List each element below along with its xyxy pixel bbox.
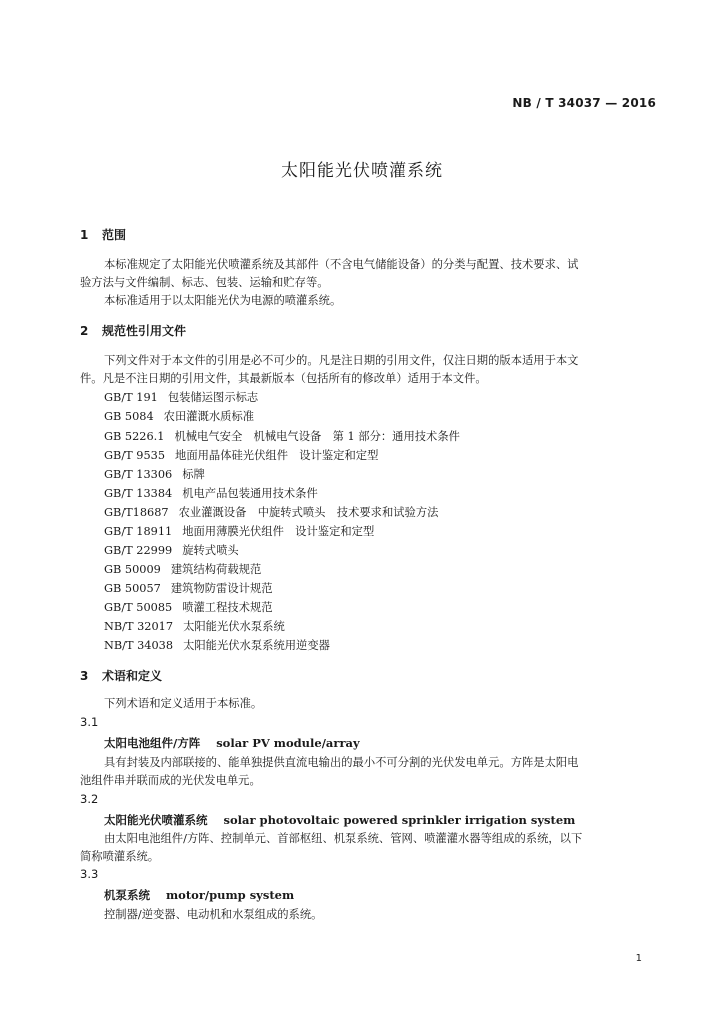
- reference-title: 地面用晶体硅光伏组件 设计鉴定和定型: [175, 449, 379, 462]
- reference-title: 农田灌溉水质标准: [163, 410, 255, 423]
- page-number: 1: [635, 953, 642, 964]
- reference-item: [104, 389, 258, 405]
- clause-number: 3.2: [80, 792, 99, 806]
- paragraph-line: 下列文件对于本文件的引用是必不可少的。凡是注日期的引用文件，仅注日期的版本适用于本文: [104, 354, 579, 367]
- reference-code: GB/T 13306: [104, 468, 173, 481]
- reference-code: NB/T 34038: [104, 639, 174, 652]
- reference-code: GB 50009: [104, 563, 161, 576]
- reference-title: 建筑物防雷设计规范: [170, 582, 273, 595]
- reference-item: [104, 428, 460, 444]
- term-heading: [104, 887, 294, 903]
- definition-line: 具有封装及内部联接的、能单独提供直流电输出的最小不可分割的光伏发电单元。方阵是太阳电: [104, 756, 579, 769]
- clause-number: 3.3: [80, 867, 99, 881]
- reference-title: 机电产品包装通用技术条件: [182, 487, 318, 500]
- paragraph-line: 验方法与文件编制、标志、包装、运输和贮存等。: [80, 276, 329, 289]
- section-title: 规范性引用文件: [102, 324, 187, 338]
- reference-item: [104, 408, 254, 424]
- term-zh: 太阳电池组件/方阵: [104, 736, 201, 750]
- term-en: motor/pump system: [166, 888, 295, 902]
- reference-title: 建筑结构荷载规范: [170, 563, 262, 576]
- reference-item: [104, 504, 438, 520]
- definition-line: 简称喷灌系统。: [80, 850, 160, 863]
- section-title: 术语和定义: [102, 669, 163, 683]
- reference-title: 标牌: [182, 468, 205, 481]
- section-1-heading: [80, 226, 126, 243]
- section-title: 范围: [102, 228, 127, 242]
- paragraph-line: 本标准规定了太阳能光伏喷灌系统及其部件（不含电气储能设备）的分类与配置、技术要求、试: [104, 258, 579, 271]
- reference-item: [104, 485, 318, 501]
- section-2-heading: [80, 322, 186, 339]
- reference-item: [104, 447, 378, 463]
- reference-title: 农业灌溉设备 中旋转式喷头 技术要求和试验方法: [178, 506, 439, 519]
- reference-item: [104, 637, 330, 653]
- reference-title: 太阳能光伏水泵系统用逆变器: [183, 639, 330, 652]
- reference-code: NB/T 32017: [104, 620, 174, 633]
- paragraph-line: 下列术语和定义适用于本标准。: [104, 697, 263, 710]
- term-en: solar photovoltaic powered sprinkler irrigation system: [223, 813, 576, 827]
- reference-title: 机械电气安全 机械电气设备 第 1 部分：通用技术条件: [174, 430, 460, 443]
- reference-code: GB 5226.1: [104, 430, 165, 443]
- reference-code: GB 5084: [104, 410, 154, 423]
- definition-line: 池组件串并联而成的光伏发电单元。: [80, 774, 261, 787]
- paragraph-line: 件。凡是不注日期的引用文件，其最新版本（包括所有的修改单）适用于本文件。: [80, 372, 487, 385]
- term-heading: [104, 735, 360, 751]
- document-title: 太阳能光伏喷灌系统: [281, 161, 443, 181]
- standard-code: NB / T 34037 — 2016: [512, 96, 656, 110]
- reference-title: 包装储运图示标志: [167, 391, 259, 404]
- term-heading: [104, 812, 575, 828]
- section-number: 1: [80, 228, 89, 242]
- clause-number: 3.1: [80, 715, 99, 729]
- reference-title: 旋转式喷头: [182, 544, 239, 557]
- term-en: solar PV module/array: [216, 736, 360, 750]
- reference-code: GB/T 50085: [104, 601, 173, 614]
- reference-code: GB/T18687: [104, 506, 169, 519]
- section-3-heading: [80, 667, 162, 684]
- reference-item: [104, 580, 273, 596]
- reference-item: [104, 523, 374, 539]
- reference-item: [104, 618, 285, 634]
- section-number: 2: [80, 324, 89, 338]
- section-number: 3: [80, 669, 89, 683]
- reference-code: GB/T 18911: [104, 525, 173, 538]
- reference-title: 地面用薄膜光伏组件 设计鉴定和定型: [182, 525, 375, 538]
- reference-code: GB/T 13384: [104, 487, 173, 500]
- reference-code: GB/T 9535: [104, 449, 166, 462]
- reference-code: GB/T 191: [104, 391, 158, 404]
- reference-item: [104, 599, 273, 615]
- reference-title: 喷灌工程技术规范: [182, 601, 273, 614]
- reference-item: [104, 542, 239, 558]
- reference-code: GB 50057: [104, 582, 161, 595]
- paragraph-line: 本标准适用于以太阳能光伏为电源的喷灌系统。: [104, 294, 342, 307]
- definition-line: 控制器/逆变器、电动机和水泵组成的系统。: [104, 908, 323, 921]
- term-zh: 太阳能光伏喷灌系统: [104, 813, 208, 827]
- definition-line: 由太阳电池组件/方阵、控制单元、首部枢纽、机泵系统、管网、喷灌灌水器等组成的系统，以下: [104, 832, 583, 845]
- reference-item: [104, 561, 261, 577]
- reference-item: [104, 466, 205, 482]
- term-zh: 机泵系统: [104, 888, 150, 902]
- reference-title: 太阳能光伏水泵系统: [183, 620, 285, 633]
- reference-code: GB/T 22999: [104, 544, 173, 557]
